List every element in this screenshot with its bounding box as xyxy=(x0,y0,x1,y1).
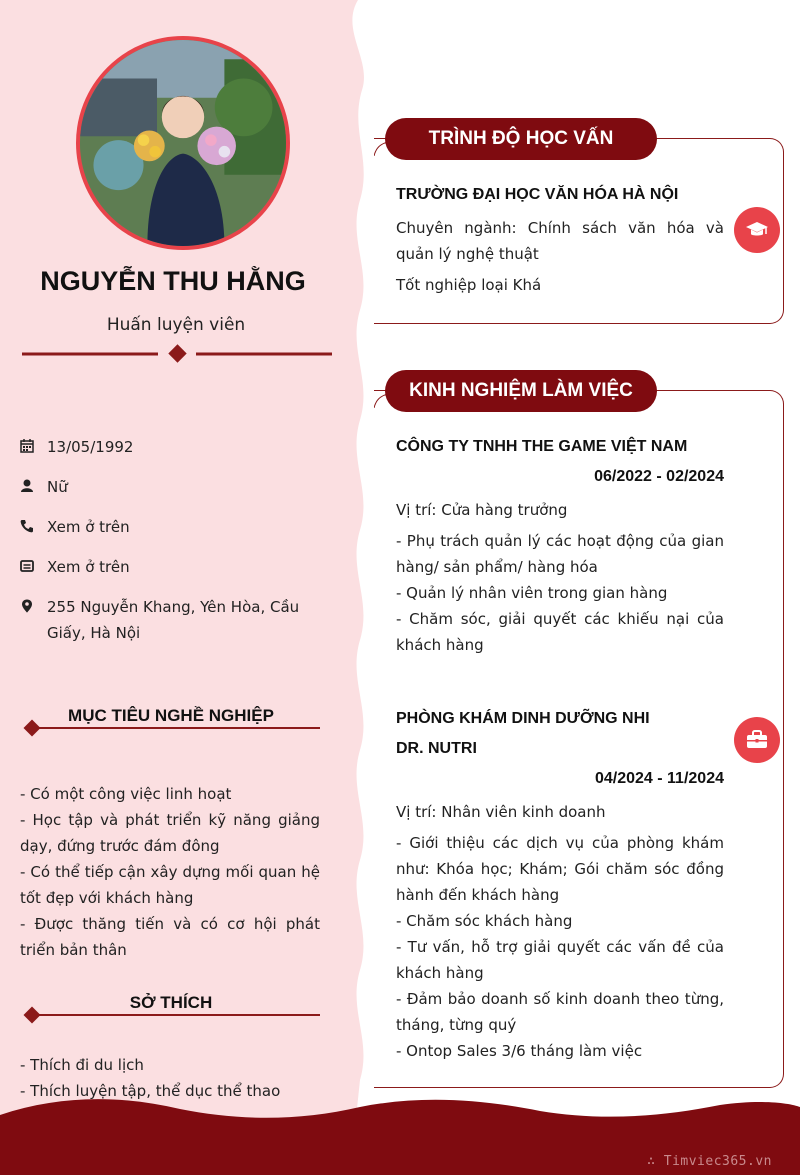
job-2-dates: 04/2024 - 11/2024 xyxy=(594,770,724,787)
contact-phone xyxy=(20,514,320,540)
objective-underline xyxy=(20,718,322,738)
education-heading: TRÌNH ĐỘ HỌC VẤN xyxy=(385,118,657,160)
job-2-duties xyxy=(396,830,724,1064)
email-icon xyxy=(20,559,34,573)
job-1-company: CÔNG TY TNHH THE GAME VIỆT NAM xyxy=(396,438,688,455)
list-item: - Có thể tiếp cận xây dựng mối quan hệ tốt đẹp với khách hàng xyxy=(20,863,320,907)
job-2-company-line2: DR. NUTRI xyxy=(396,740,477,757)
candidate-name: NGUYỄN THU HẰNG xyxy=(40,266,306,296)
list-item: - Phụ trách quản lý các hoạt động của gian hàng/ sản phẩm/ hàng hóa xyxy=(396,532,724,576)
calendar-icon xyxy=(20,439,34,453)
list-item: - Quản lý nhân viên trong gian hàng xyxy=(396,584,668,602)
list-item: - Thích luyện tập, thể dục thể thao xyxy=(20,1082,281,1100)
briefcase-icon xyxy=(745,728,769,752)
contact-dob xyxy=(20,434,320,460)
contact-email xyxy=(20,554,320,580)
list-item: - Tư vấn, hỗ trợ giải quyết các vấn đề của khách hàng xyxy=(396,938,724,982)
list-item: - Chăm sóc, giải quyết các khiếu nại của khách hàng xyxy=(396,610,724,654)
education-major: Chuyên ngành: Chính sách văn hóa và quản lý nghệ thuật xyxy=(396,219,724,263)
job-1-position: Vị trí: Cửa hàng trưởng xyxy=(396,501,568,519)
briefcase-badge xyxy=(734,717,780,763)
experience-heading: KINH NGHIỆM LÀM VIỆC xyxy=(385,370,657,412)
contact-email-text: Xem ở trên xyxy=(47,558,130,576)
objective-heading xyxy=(20,706,322,736)
user-icon xyxy=(20,479,34,493)
job-1-dates: 06/2022 - 02/2024 xyxy=(594,468,724,485)
hobbies-heading-label: SỞ THÍCH xyxy=(129,993,213,1012)
list-item: - Thích đi du lịch xyxy=(20,1056,144,1074)
candidate-title: Huấn luyện viên xyxy=(106,315,246,335)
avatar-photo xyxy=(76,36,290,250)
contact-gender xyxy=(20,474,320,500)
objective-list xyxy=(20,781,320,963)
contact-address-text: 255 Nguyễn Khang, Yên Hòa, Cầu Giấy, Hà Nội xyxy=(47,598,300,642)
job-1-duties xyxy=(396,528,724,658)
education-school: TRƯỜNG ĐẠI HỌC VĂN HÓA HÀ NỘI xyxy=(396,186,679,203)
list-item: - Giới thiệu các dịch vụ của phòng khám như: Khóa học; Khám; Gói chăm sóc đồng hành đến khách hàng xyxy=(396,834,724,904)
hobbies-list xyxy=(20,1052,320,1104)
graduation-cap-badge xyxy=(734,207,780,253)
hobbies-heading xyxy=(20,993,322,1023)
watermark: ∴ Timviec365.vn xyxy=(647,1154,772,1169)
name-divider xyxy=(22,344,332,364)
list-item: - Chăm sóc khách hàng xyxy=(396,912,573,930)
phone-icon xyxy=(20,519,34,533)
contact-address xyxy=(20,594,320,646)
list-item: - Ontop Sales 3/6 tháng làm việc xyxy=(396,1042,643,1060)
list-item: - Đảm bảo doanh số kinh doanh theo từng, tháng, từng quý xyxy=(396,990,724,1034)
list-item: - Có một công việc linh hoạt xyxy=(20,785,232,803)
contact-phone-text: Xem ở trên xyxy=(47,518,130,536)
objective-heading-label: MỤC TIÊU NGHỀ NGHIỆP xyxy=(68,706,274,725)
location-icon xyxy=(20,599,34,613)
job-2-company: PHÒNG KHÁM DINH DƯỠNG NHI xyxy=(396,710,650,727)
graduation-cap-icon xyxy=(745,218,769,242)
list-item: - Học tập và phát triển kỹ năng giảng dạy, đứng trước đám đông xyxy=(20,811,320,855)
list-item: - Được thăng tiến và có cơ hội phát triển bản thân xyxy=(20,915,320,959)
contact-dob-text: 13/05/1992 xyxy=(47,438,134,456)
job-2-position: Vị trí: Nhân viên kinh doanh xyxy=(396,803,606,821)
contact-gender-text: Nữ xyxy=(47,478,68,496)
hobbies-underline xyxy=(20,1005,322,1025)
education-grade: Tốt nghiệp loại Khá xyxy=(396,276,542,294)
